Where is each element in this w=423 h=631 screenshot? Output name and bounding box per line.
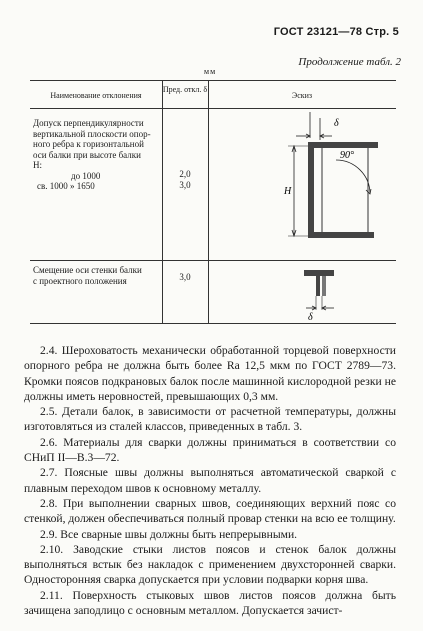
delta-label: δ: [334, 118, 339, 129]
column-header-name: Наименование отклонения: [50, 91, 142, 100]
paragraph-2-7: 2.7. Поясные швы должны выполняться автоматической сваркой с плавным переходом швов к основному металлу.: [24, 466, 396, 495]
delta-label-row2: δ: [308, 312, 313, 322]
paragraph-2-6: 2.6. Материалы для сварки должны приниматься в соответствии со СНиП II—В.3—72.: [24, 435, 396, 465]
table-continuation-label: Продолжение табл. 2: [298, 56, 401, 68]
paragraph-2-11: 2.11. Поверхность стыковых швов листов поясов должна быть зачищена заподлицо с основным металлом. Допускается зачист-: [24, 588, 396, 618]
deviation-table: [30, 80, 396, 324]
height-label: Н: [284, 186, 292, 197]
paragraph-2-10: 2.10. Заводские стыки листов поясов и стенок балок должны выполняться встык без накладок с применением двухсторонней сварки. Односторонняя сварка допускается при условии подварки корня шва.: [24, 542, 396, 587]
row1-values: 2,0 3,0: [179, 169, 191, 190]
row1-sketch-diagram: [282, 110, 392, 260]
body-text: [24, 343, 396, 618]
paragraph-2-4: 2.4. Шероховатость механически обработанной торцевой поверхности опорного ребра не должна быть более Ra 12,5 мкм по ГОСТ 2789—73. Кромки поясов подкрановых балок после машинной кислородной резки не должны иметь неровностей, превышающих 0,3 мм.: [24, 344, 396, 403]
row2-sketch-diagram: [298, 264, 358, 322]
row2-name: Смещение оси стенки балки с проектного положения: [33, 265, 142, 286]
paragraph-2-8: 2.8. При выполнении сварных швов, соединяющих верхний пояс со стенкой, должен обеспечиваться полный провар стенки на всю ее толщину.: [24, 496, 396, 526]
row1-name: Допуск перпендикулярности вертикальной плоскости опор- ного ребра к горизонтальной оси балки при высоте балки Н: до 1000 св. 1000 » 1650: [33, 118, 151, 191]
paragraph-2-9: 2.9. Все сварные швы должны быть непрерывными.: [40, 527, 298, 541]
units-label: мм: [204, 67, 217, 76]
angle-label: 90°: [340, 150, 354, 161]
row2-value: 3,0: [179, 272, 191, 282]
column-header-value: Пред. откл. δ: [162, 85, 208, 94]
paragraph-2-5: 2.5. Детали балок, в зависимости от расчетной температуры, должны изготовляться из сталей классов, приведенных в табл. 3.: [24, 405, 396, 434]
page-header: ГОСТ 23121—78 Стр. 5: [273, 26, 399, 38]
column-header-sketch: Эскиз: [291, 91, 313, 100]
